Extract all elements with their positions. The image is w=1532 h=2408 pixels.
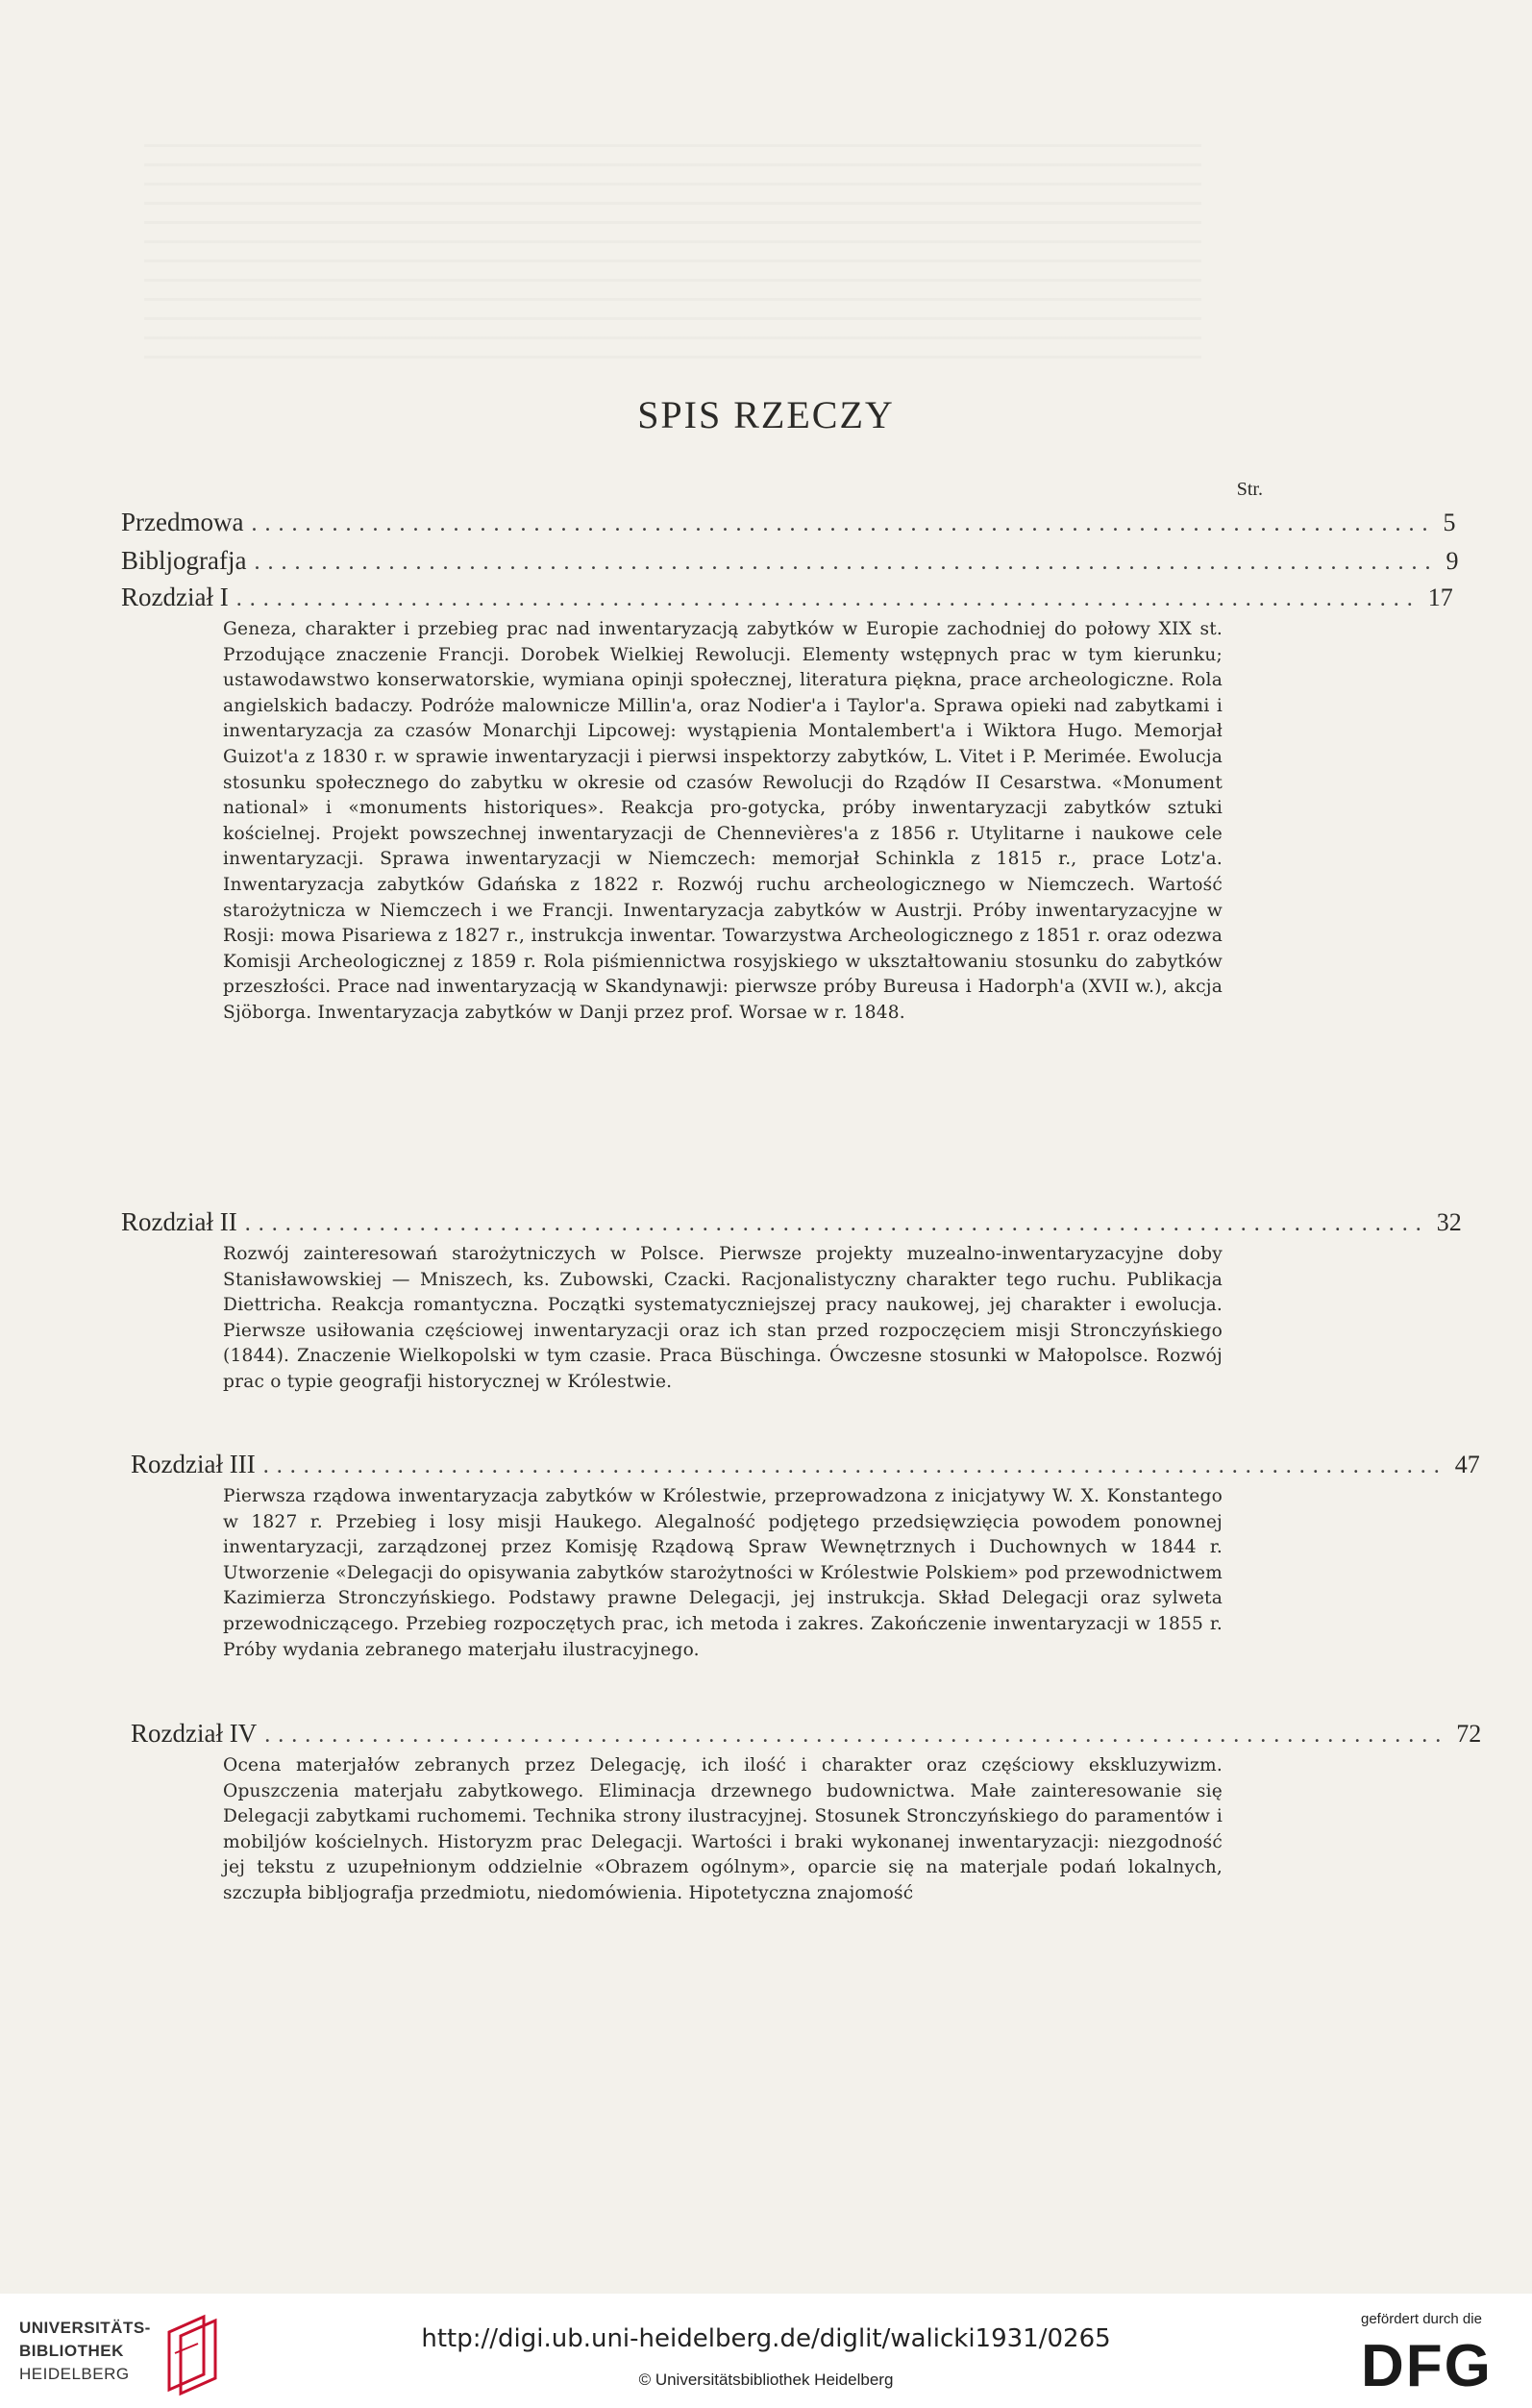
toc-entry-page: 72 <box>1456 1720 1482 1748</box>
toc-entry-label: Bibljografja <box>121 546 247 575</box>
chapter-summary: Ocena materjałów zebranych przez Delegację, ich ilość i charakter oraz częściowy ekskluzywizm. Opuszczenia materjału zabytkowego. Eliminacja drzewnego budownictwa. Małe zainteresowanie się Delegacji zabytkami ruchomemi. Technika strony ilustracyjnej. Stosunek Stronczyńskiego do paramentów i mobiljów kościelnych. Historyzm prac Delegacji. Wartości i braki wykonanej inwentaryzacji: niezgodność jej tekstu z uzupełnionym oddzielnie «Obrazem ogólnym», oparcie się na materjale podań lokalnych, szczupła bibljografja przedmiotu, niedomówienia. Hipotetyczna znajomość <box>223 1755 1223 1903</box>
toc-entry <box>121 508 1456 537</box>
dot-leader: ........................................................................................ <box>244 1211 1429 1236</box>
dot-leader: ........................................................................................ <box>262 1453 1447 1478</box>
library-logo-line: HEIDELBERG <box>19 2365 130 2383</box>
library-logo-line: UNIVERSITÄTS- <box>19 2319 151 2337</box>
toc-entry-page: 47 <box>1454 1451 1480 1478</box>
toc-entry-label: Rozdział IV <box>131 1719 258 1748</box>
toc-entry <box>131 1719 1482 1749</box>
chapter-summary: Geneza, charakter i przebieg prac nad inwentaryzacją zabytków w Europie zachodniej do połowy XIX st. Przodujące znaczenie Francji. Dorobek Wielkiej Rewolucji. Elementy wstępnych prac w tym kierunku; ustawodawstwo konserwatorskie, wymiana opinji społecznej, literatura piękna, prace archeologiczne. Rola angielskich badaczy. Podróże malownicze Millin'a, oraz Nodier'a i Taylor'a. Sprawa opieki nad zabytkami i inwentaryzacja za czasów Monarchji Lipcowej: wystąpienia Montalembert'a i Wiktora Hugo. Memorjał Guizot'a z 1830 r. w sprawie inwentaryzacji i pierwsi inspektorzy zabytków, L. Vitet i P. Merimée. Ewolucja stosunku społecznego do zabytku w okresie od czasów Rewolucji do Rządów II Cesarstwa. «Monument national» i «monuments historiques». Reakcja pro-gotycka, próby inwentaryzacji zabytków sztuki kościelnej. Projekt powszechnej inwentaryzacji de Chennevières'a z 1856 r. Utylitarne i naukowe cele inwentaryzacji. Sprawa inwentaryzacji w Niemczech: memorjał Schinkla z 1815 r., prace Lotz'a. Inwentaryzacja zabytków Gdańska z 1822 r. Rozwój ruchu archeologicznego w Niemczech. Wartość starożytnicza w Niemczech i we Francji. Inwentaryzacja zabytków w Austrji. Próby inwentaryzacyjne w Rosji: mowa Pisariewa z 1827 r., instrukcja inwentar. Towarzystwa Archeologicznego z 1851 r. oraz odezwa Komisji Archeologicznej z 1859 r. Rola piśmiennictwa rosyjskiego w ukształtowaniu stosunku do zabytków przeszłości. Prace nad inwentaryzacją w Skandynawji: pierwsze próby Bureusa i Hadorph'a (XVII w.), akcja Sjöborga. Inwentaryzacja zabytków w Danji przez prof. Worsae w r. 1848. <box>223 619 1223 1023</box>
chapter-summary: Pierwsza rządowa inwentaryzacja zabytków w Królestwie, przeprowadzona z inicjatywy W. X. Konstantego w 1827 r. Przebieg i losy misji Haukego. Alegalność podjętego przedsięwzięcia powodem ponownej inwentaryzacji, zarządzonej przez Komisję Rządową Spraw Wewnętrznych i Duchownych w 1844 r. Utworzenie «Delegacji do opisywania zabytków starożytności w Królestwie Polskiem» pod przewodnictwem Kazimierza Stronczyńskiego. Podstawy prawne Delegacji, jej instrukcja. Skład Delegacji oraz sylweta przewodniczącego. Przebieg rozpoczętych prac, ich metoda i zakres. Zakończenie inwentaryzacji w 1855 r. Próby wydania zebranego materjału ilustracyjnego. <box>223 1486 1223 1660</box>
bleed-through-shadow <box>144 144 1201 375</box>
page-column-label: Str. <box>1236 479 1263 500</box>
library-logo-line: BIBLIOTHEK <box>19 2342 124 2360</box>
dot-leader: ........................................................................................ <box>264 1723 1449 1748</box>
toc-entry-page: 9 <box>1446 547 1459 575</box>
toc-entry-page: 5 <box>1443 509 1456 536</box>
permalink-url[interactable]: http://digi.ub.uni-heidelberg.de/diglit/walicki1931/0265 <box>421 2324 1111 2353</box>
toc-entry <box>121 1207 1462 1237</box>
toc-entry-label: Rozdział II <box>121 1207 237 1236</box>
page-title: SPIS RZECZY <box>637 393 895 436</box>
dot-leader: ........................................................................................ <box>251 511 1436 536</box>
dot-leader: ........................................................................................ <box>254 550 1439 575</box>
toc-entry-page: 32 <box>1436 1208 1462 1236</box>
chapter-summary: Rozwój zainteresowań starożytniczych w Polsce. Pierwsze projekty muzealno-inwentaryzacyjne doby Stanisławowskiej — Mniszech, ks. Zubowski, Czacki. Racjonalistyczny charakter tego ruchu. Publikacja Diettricha. Reakcja romantyczna. Początki systematyczniejszej pracy naukowej, jej charakter i ewolucja. Pierwsze usiłowania częściowej inwentaryzacji oraz ich stan przed rozpoczęciem misji Stronczyńskiego (1844). Znaczenie Wielkopolski w tym czasie. Praca Büschinga. Ówczesne stosunki w Małopolsce. Rozwój prac o typie geografji historycznej w Królestwie. <box>223 1244 1223 1392</box>
toc-entry-label: Przedmowa <box>121 508 244 536</box>
dfg-logo[interactable] <box>1359 2332 1505 2399</box>
funding-caption: gefördert durch die <box>1361 2311 1482 2327</box>
toc-entry <box>121 546 1459 576</box>
toc-entry-label: Rozdział I <box>121 583 229 611</box>
toc-entry <box>131 1450 1480 1479</box>
copyright-notice: © Universitätsbibliothek Heidelberg <box>638 2371 894 2389</box>
toc-entry-page: 17 <box>1427 583 1453 611</box>
viewer-footer <box>0 2294 1532 2408</box>
dot-leader: ........................................................................................ <box>235 586 1421 611</box>
toc-entry <box>121 583 1453 612</box>
toc-entry-label: Rozdział III <box>131 1450 256 1478</box>
dfg-logo-text: DFG <box>1361 2333 1493 2399</box>
